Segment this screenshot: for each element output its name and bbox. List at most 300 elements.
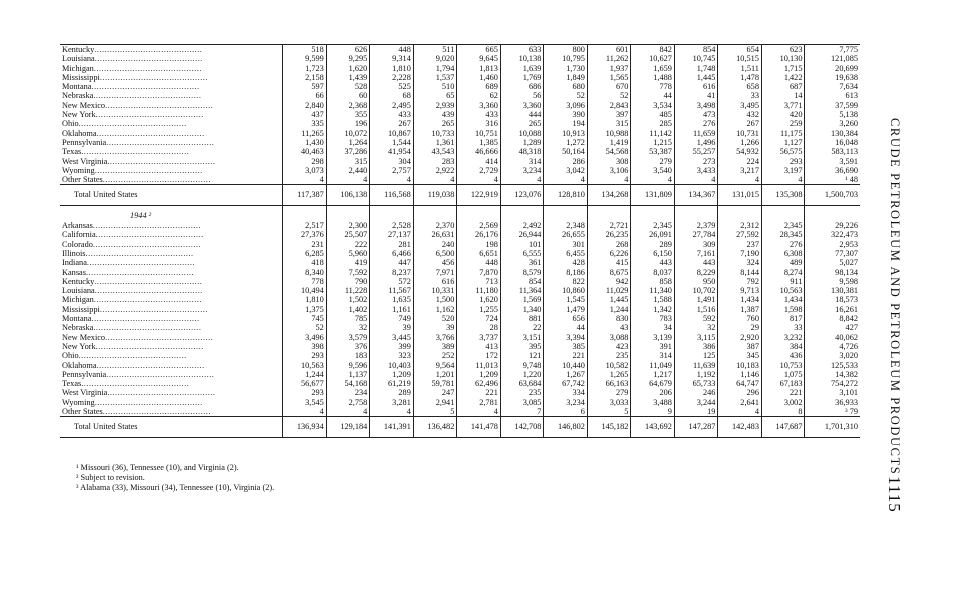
month-value-cell: 1,289 (500, 138, 544, 147)
month-value-cell: 778 (283, 277, 327, 286)
month-value-cell: 1,137 (326, 370, 370, 379)
month-value-cell: 670 (587, 82, 631, 91)
month-value-cell: 3,281 (370, 398, 414, 407)
month-value-cell: 2,492 (500, 221, 544, 230)
month-value-cell: 1,479 (544, 305, 588, 314)
month-value-cell: 3,088 (587, 333, 631, 342)
month-value-cell: 41 (674, 91, 718, 100)
month-value-cell: 443 (631, 258, 675, 267)
month-value-cell: 1,478 (718, 73, 762, 82)
running-head-container (886, 118, 906, 476)
month-value-cell: 11,659 (674, 129, 718, 138)
month-value-cell: 8,237 (370, 268, 414, 277)
month-value-cell: 3,540 (631, 166, 675, 175)
month-value-cell: 4 (718, 175, 762, 185)
row-total-cell: 2,953 (805, 240, 860, 249)
table-row (60, 351, 860, 360)
month-value-cell: 142,708 (500, 417, 544, 437)
dot-leader: .......................................... (102, 406, 211, 416)
month-value-cell: 146,802 (544, 417, 588, 437)
month-value-cell: 2,345 (761, 221, 805, 230)
row-total-cell: 427 (805, 323, 860, 332)
month-value-cell: 2,641 (718, 398, 762, 407)
dot-leader: .......................................... (105, 100, 214, 110)
month-value-cell: 1,192 (674, 370, 718, 379)
month-value-cell: 3,771 (761, 101, 805, 110)
month-value-cell: 279 (631, 157, 675, 166)
month-value-cell: 9,599 (283, 54, 327, 63)
month-value-cell: 143,692 (631, 417, 675, 437)
row-total-cell: 322,473 (805, 230, 860, 239)
month-value-cell: 10,731 (718, 129, 762, 138)
month-value-cell: 14 (761, 91, 805, 100)
month-value-cell: 399 (370, 342, 414, 351)
dot-leader: .......................................... (105, 332, 214, 342)
year-heading-row (60, 205, 860, 221)
month-value-cell: 456 (413, 258, 457, 267)
month-value-cell: 601 (587, 45, 631, 55)
month-value-cell: 1,635 (370, 295, 414, 304)
state-name: 1944 ² (130, 210, 152, 220)
table-row (60, 73, 860, 82)
month-value-cell: 67,742 (544, 379, 588, 388)
month-value-cell: 247 (413, 388, 457, 397)
month-value-cell: 5 (413, 407, 457, 417)
month-value-cell: 37,286 (326, 147, 370, 156)
state-name: Wyoming (62, 397, 95, 407)
month-value-cell: 1,201 (413, 370, 457, 379)
month-value-cell (674, 205, 718, 221)
table-row (60, 268, 860, 277)
month-value-cell: 234 (326, 388, 370, 397)
month-value-cell: 447 (370, 258, 414, 267)
dot-leader: .......................................... (107, 388, 216, 398)
month-value-cell: 520 (413, 314, 457, 323)
table-row (60, 119, 860, 128)
month-value-cell: 289 (631, 240, 675, 249)
month-value-cell: 432 (718, 110, 762, 119)
month-value-cell: 623 (761, 45, 805, 55)
month-value-cell: 52 (587, 91, 631, 100)
month-value-cell: 10,563 (761, 286, 805, 295)
month-value-cell: 8,186 (544, 268, 588, 277)
month-value-cell: 39 (413, 323, 457, 332)
month-value-cell: 40,463 (283, 147, 327, 156)
month-value-cell: 9,645 (457, 54, 501, 63)
month-value-cell: 22 (500, 323, 544, 332)
month-value-cell: 1,488 (631, 73, 675, 82)
month-value-cell: 276 (674, 119, 718, 128)
state-name: Arkansas (62, 221, 93, 231)
month-value-cell: 10,403 (370, 361, 414, 370)
month-value-cell: 6,455 (544, 249, 588, 258)
month-value-cell: 221 (761, 388, 805, 397)
month-value-cell: 3,033 (587, 398, 631, 407)
row-total-cell: 3,101 (805, 388, 860, 397)
month-value-cell: 11,142 (631, 129, 675, 138)
month-value-cell: 298 (283, 157, 327, 166)
state-cell (60, 91, 283, 100)
dot-leader: .......................................... (95, 230, 204, 240)
dot-leader: .......................................... (81, 147, 190, 157)
row-total-cell: 121,085 (805, 54, 860, 63)
month-value-cell: 19 (674, 407, 718, 417)
month-value-cell: 25,507 (326, 230, 370, 239)
dot-leader: .......................................... (95, 110, 204, 120)
month-value-cell: 2,569 (457, 221, 501, 230)
month-value-cell: 8,274 (761, 268, 805, 277)
state-cell (60, 388, 283, 397)
state-name: Ohio (62, 351, 79, 361)
month-value-cell: 1,598 (761, 305, 805, 314)
state-cell (60, 119, 283, 128)
month-value-cell: 10,627 (631, 54, 675, 63)
state-name: Michigan (62, 63, 94, 73)
dot-leader: .......................................... (94, 276, 203, 286)
month-value-cell: 2,312 (718, 221, 762, 230)
month-value-cell: 2,440 (326, 166, 370, 175)
month-value-cell: 4 (283, 175, 327, 185)
month-value-cell: 439 (413, 110, 457, 119)
month-value-cell: 33 (718, 91, 762, 100)
month-value-cell: 9,020 (413, 54, 457, 63)
state-name: Montana (62, 82, 92, 92)
month-value-cell: 48,318 (500, 147, 544, 156)
month-value-cell (587, 205, 631, 221)
production-table-page (60, 44, 860, 438)
state-cell (60, 54, 283, 63)
table-row (60, 398, 860, 407)
month-value-cell: 240 (413, 240, 457, 249)
state-name: Ohio (62, 119, 79, 129)
month-value-cell: 3,360 (500, 101, 544, 110)
month-value-cell: 10,582 (587, 361, 631, 370)
month-value-cell: 11,265 (283, 129, 327, 138)
month-value-cell: 2,922 (413, 166, 457, 175)
state-cell (60, 277, 283, 286)
month-value-cell (718, 205, 762, 221)
month-value-cell: 206 (631, 388, 675, 397)
state-cell (60, 258, 283, 267)
month-value-cell: 1,937 (587, 64, 631, 73)
month-value-cell: 26,655 (544, 230, 588, 239)
dot-leader: .......................................... (81, 379, 190, 389)
state-cell (60, 295, 283, 304)
month-value-cell: 11,364 (500, 286, 544, 295)
month-value-cell: 10,867 (370, 129, 414, 138)
state-name: Pennsylvania (62, 369, 107, 379)
month-value-cell: 437 (283, 110, 327, 119)
month-value-cell: 654 (718, 45, 762, 55)
month-value-cell: 4 (761, 175, 805, 185)
month-value-cell: 785 (326, 314, 370, 323)
month-value-cell: 760 (718, 314, 762, 323)
month-value-cell: 626 (326, 45, 370, 55)
row-total-cell: 3,020 (805, 351, 860, 360)
month-value-cell: 44 (631, 91, 675, 100)
state-cell (60, 323, 283, 332)
month-value-cell: 745 (283, 314, 327, 323)
month-value-cell: 56,677 (283, 379, 327, 388)
month-value-cell: 50,164 (544, 147, 588, 156)
month-value-cell: 911 (761, 277, 805, 286)
month-value-cell: 8,675 (587, 268, 631, 277)
month-value-cell: 147,687 (761, 417, 805, 437)
month-value-cell: 1,500 (413, 295, 457, 304)
row-total-cell: 98,134 (805, 268, 860, 277)
state-name: New Mexico (62, 332, 106, 342)
month-value-cell: 304 (370, 157, 414, 166)
month-value-cell: 3,496 (283, 333, 327, 342)
month-value-cell: 323 (370, 351, 414, 360)
month-value-cell: 26,235 (587, 230, 631, 239)
month-value-cell: 68 (370, 91, 414, 100)
month-value-cell: 1,220 (500, 370, 544, 379)
month-value-cell: 1,387 (718, 305, 762, 314)
dot-leader: .......................................... (94, 165, 203, 175)
state-name: Colorado (62, 239, 93, 249)
month-value-cell: 817 (761, 314, 805, 323)
month-value-cell: 10,913 (544, 129, 588, 138)
footnotes (76, 463, 274, 493)
month-value-cell: 4 (587, 175, 631, 185)
footnote: ³ Alabama (33), Missouri (34), Tennessee (10), Virginia (2). (76, 483, 275, 492)
month-value-cell: 11,175 (761, 129, 805, 138)
state-cell (60, 286, 283, 295)
month-value-cell: 1,813 (457, 64, 501, 73)
month-value-cell: 1,422 (761, 73, 805, 82)
month-value-cell: 3,073 (283, 166, 327, 175)
month-value-cell: 1,402 (326, 305, 370, 314)
month-value-cell: 231 (283, 240, 327, 249)
month-value-cell: 67,183 (761, 379, 805, 388)
month-value-cell: 1,659 (631, 64, 675, 73)
month-value-cell: 448 (457, 258, 501, 267)
month-value-cell: 1,544 (370, 138, 414, 147)
month-value-cell: 2,528 (370, 221, 414, 230)
state-cell (60, 370, 283, 379)
state-name: Other States (62, 175, 103, 185)
month-value-cell (370, 205, 414, 221)
month-value-cell: 2,941 (413, 398, 457, 407)
month-value-cell: 1,730 (544, 64, 588, 73)
table-row (60, 333, 860, 342)
month-value-cell: 222 (326, 240, 370, 249)
month-value-cell: 2,517 (283, 221, 327, 230)
month-value-cell: 123,076 (500, 185, 544, 205)
month-value-cell: 1,748 (674, 64, 718, 73)
month-value-cell: 8,579 (500, 268, 544, 277)
month-value-cell: 489 (761, 258, 805, 267)
month-value-cell: 689 (457, 82, 501, 91)
month-value-cell: 119,038 (413, 185, 457, 205)
month-value-cell: 384 (761, 342, 805, 351)
month-value-cell: 65 (413, 91, 457, 100)
month-value-cell: 335 (283, 119, 327, 128)
state-cell (60, 147, 283, 156)
month-value-cell: 10,751 (457, 129, 501, 138)
state-name: Nebraska (62, 91, 94, 101)
row-total-cell: 40,062 (805, 333, 860, 342)
state-cell (60, 82, 283, 91)
row-total-cell: 8,842 (805, 314, 860, 323)
month-value-cell: 3,232 (761, 333, 805, 342)
month-value-cell: 792 (718, 277, 762, 286)
row-total-cell: 4,726 (805, 342, 860, 351)
month-value-cell: 62,496 (457, 379, 501, 388)
row-total-cell: 16,261 (805, 305, 860, 314)
month-value-cell: 6,226 (587, 249, 631, 258)
month-value-cell: 59,781 (413, 379, 457, 388)
month-value-cell: 2,757 (370, 166, 414, 175)
row-total-cell: ³ 79 (805, 407, 860, 417)
month-value-cell (761, 205, 805, 221)
dot-leader: .......................................... (106, 369, 215, 379)
month-value-cell: 136,482 (413, 417, 457, 437)
month-value-cell: 28 (457, 323, 501, 332)
month-value-cell: 448 (370, 45, 414, 55)
month-value-cell: 3,534 (631, 101, 675, 110)
month-value-cell: 44 (544, 323, 588, 332)
month-value-cell: 3,498 (674, 101, 718, 110)
month-value-cell: 2,495 (370, 101, 414, 110)
month-value-cell: 10,702 (674, 286, 718, 295)
month-value-cell: 1,445 (587, 295, 631, 304)
month-value-cell: 6,150 (631, 249, 675, 258)
state-cell (60, 342, 283, 351)
dot-leader: .......................................... (78, 351, 187, 361)
month-value-cell: 9 (631, 407, 675, 417)
state-cell (60, 205, 283, 221)
month-value-cell: 61,219 (370, 379, 414, 388)
state-cell (60, 333, 283, 342)
month-value-cell: 3,737 (457, 333, 501, 342)
month-value-cell: 1,162 (413, 305, 457, 314)
month-value-cell: 56 (500, 91, 544, 100)
month-value-cell: 117,387 (283, 185, 327, 205)
month-value-cell: 5,960 (326, 249, 370, 258)
month-value-cell: 252 (413, 351, 457, 360)
month-value-cell: 129,184 (326, 417, 370, 437)
month-value-cell: 147,287 (674, 417, 718, 437)
month-value-cell: 1,439 (326, 73, 370, 82)
month-value-cell (500, 205, 544, 221)
dot-leader: .......................................... (94, 54, 203, 64)
month-value-cell: 3,139 (631, 333, 675, 342)
dot-leader: .......................................... (95, 341, 204, 351)
table-row (60, 305, 860, 314)
row-total-cell: 7,634 (805, 82, 860, 91)
month-value-cell: 858 (631, 277, 675, 286)
month-value-cell: 7,971 (413, 268, 457, 277)
row-total-cell: 36,933 (805, 398, 860, 407)
month-value-cell: 1,075 (761, 370, 805, 379)
month-value-cell: 1,723 (283, 64, 327, 73)
month-value-cell: 315 (326, 157, 370, 166)
month-value-cell: 854 (674, 45, 718, 55)
month-value-cell: 10,515 (718, 54, 762, 63)
month-value-cell: 2,920 (718, 333, 762, 342)
month-value-cell: 8,340 (283, 268, 327, 277)
row-total-cell: 20,699 (805, 64, 860, 73)
row-total-cell (805, 205, 860, 221)
state-cell (60, 221, 283, 230)
month-value-cell: 2,721 (587, 221, 631, 230)
month-value-cell: 4 (544, 175, 588, 185)
month-value-cell: 39 (370, 323, 414, 332)
state-cell (60, 230, 283, 239)
production-table (60, 44, 860, 438)
month-value-cell: 572 (370, 277, 414, 286)
state-cell (60, 314, 283, 323)
table-row (60, 64, 860, 73)
table-row (60, 221, 860, 230)
month-value-cell: 3,360 (457, 101, 501, 110)
state-name: Wyoming (62, 165, 95, 175)
month-value-cell: 10,088 (500, 129, 544, 138)
month-value-cell: 355 (326, 110, 370, 119)
month-value-cell: 724 (457, 314, 501, 323)
month-value-cell: 26,631 (413, 230, 457, 239)
month-value-cell: 4 (674, 175, 718, 185)
month-value-cell: 1,161 (370, 305, 414, 314)
state-name: Kentucky (62, 45, 95, 54)
month-value-cell: 1,215 (631, 138, 675, 147)
month-value-cell: 235 (587, 351, 631, 360)
month-value-cell: 387 (718, 342, 762, 351)
row-total-cell: 36,690 (805, 166, 860, 175)
month-value-cell (413, 205, 457, 221)
month-value-cell: 121 (500, 351, 544, 360)
month-value-cell: 7,190 (718, 249, 762, 258)
dot-leader: .......................................... (106, 137, 215, 147)
month-value-cell: 1,375 (283, 305, 327, 314)
month-value-cell: 800 (544, 45, 588, 55)
row-total-cell: 14,382 (805, 370, 860, 379)
running-head: CRUDE PETROLEUM AND PETROLEUM PRODUCTS (888, 118, 902, 476)
month-value-cell: 301 (544, 240, 588, 249)
month-value-cell: 316 (457, 119, 501, 128)
month-value-cell: 7,161 (674, 249, 718, 258)
month-value-cell: 1,810 (370, 64, 414, 73)
table-row (60, 110, 860, 119)
month-value-cell: 106,138 (326, 185, 370, 205)
state-cell (60, 175, 283, 185)
dot-leader: .......................................... (96, 360, 205, 370)
month-value-cell: 235 (500, 388, 544, 397)
month-value-cell: 198 (457, 240, 501, 249)
state-name: New Mexico (62, 100, 106, 110)
month-value-cell: 11,639 (674, 361, 718, 370)
state-name: Texas (62, 147, 82, 157)
table-row (60, 277, 860, 286)
month-value-cell: 418 (283, 258, 327, 267)
month-value-cell: 1,565 (587, 73, 631, 82)
month-value-cell: 1,264 (326, 138, 370, 147)
table-row (60, 147, 860, 156)
month-value-cell: 525 (370, 82, 414, 91)
month-value-cell: 510 (413, 82, 457, 91)
month-value-cell: 276 (761, 240, 805, 249)
month-value-cell: 54,932 (718, 147, 762, 156)
month-value-cell: 680 (544, 82, 588, 91)
month-value-cell: 246 (674, 388, 718, 397)
month-value-cell: 1,265 (587, 370, 631, 379)
month-value-cell (457, 205, 501, 221)
row-total-cell: 19,638 (805, 73, 860, 82)
month-value-cell: 783 (631, 314, 675, 323)
month-value-cell: 142,483 (718, 417, 762, 437)
